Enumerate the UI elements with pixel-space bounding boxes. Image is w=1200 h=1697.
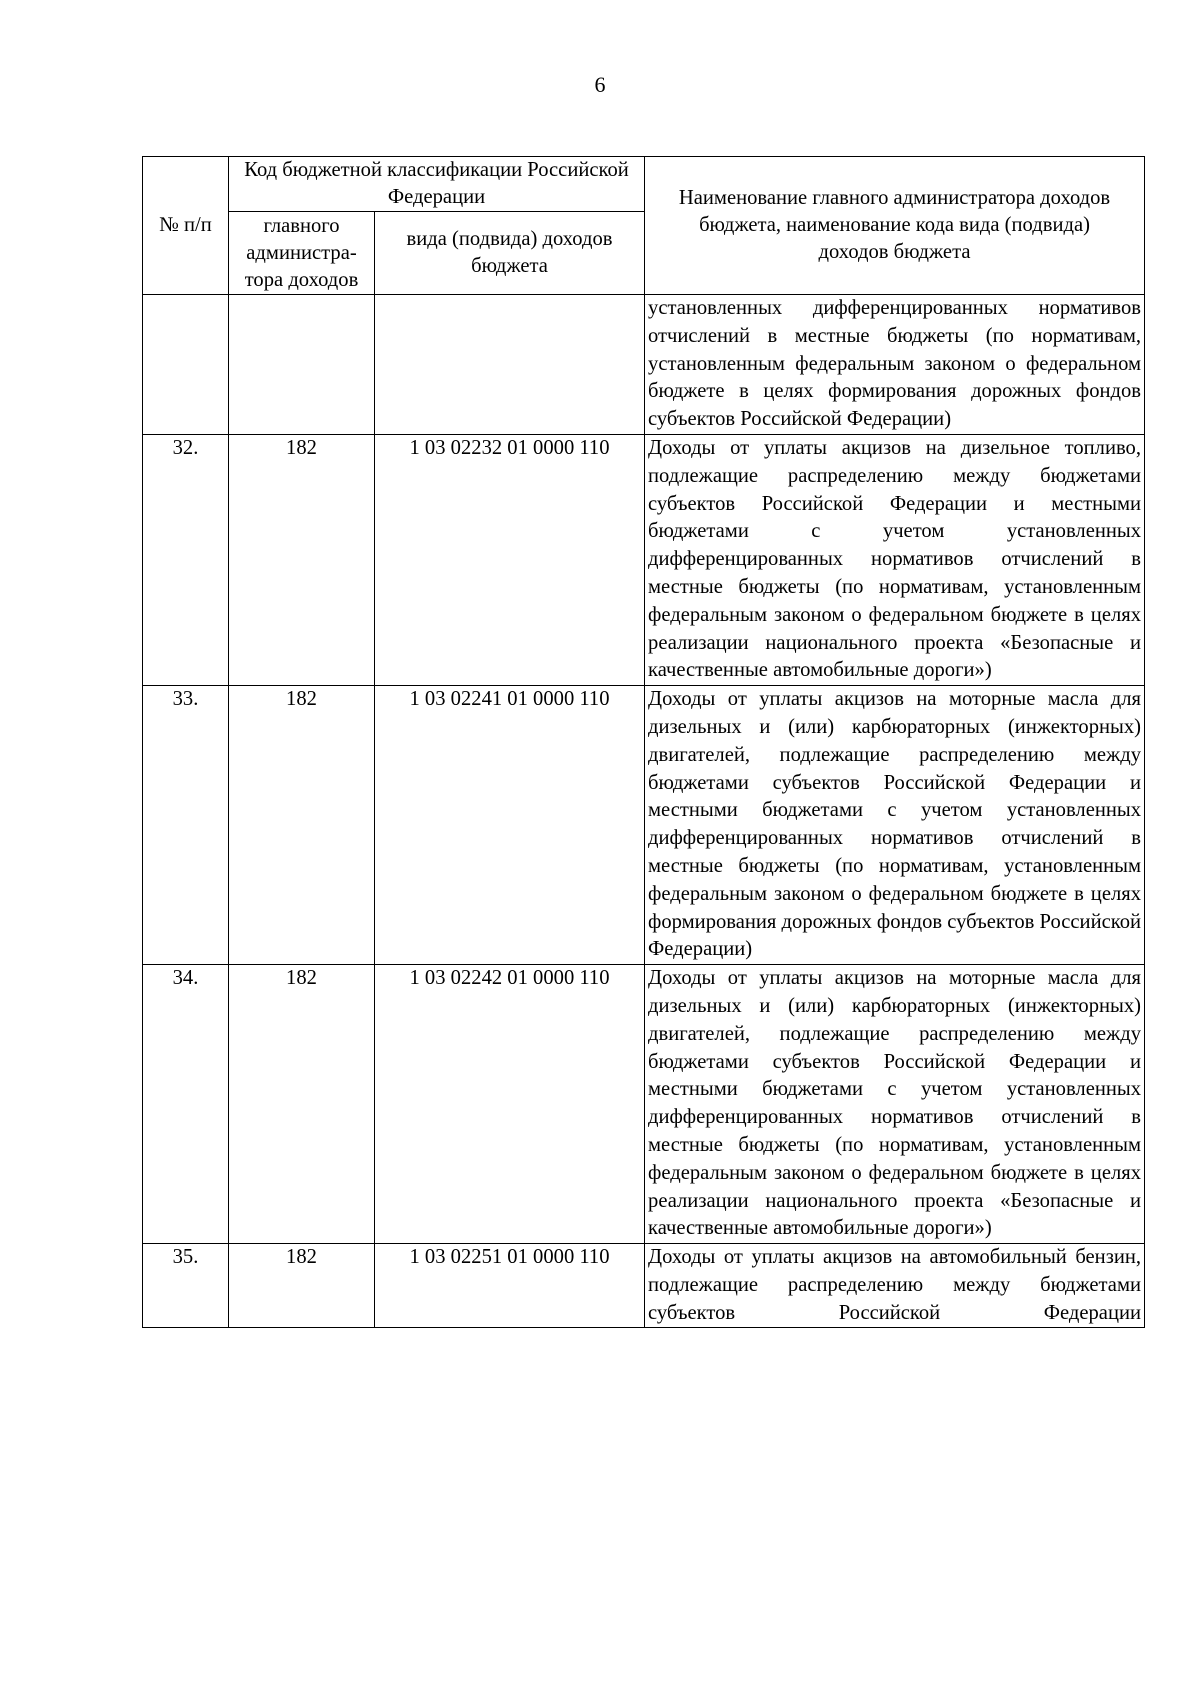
page-number: 6: [594, 72, 606, 97]
table-row: [143, 1244, 1145, 1328]
budget-classification-table: [142, 156, 1145, 1328]
table-row: [143, 686, 1145, 965]
row-income-code: 1 03 02232 01 0000 110: [375, 434, 645, 685]
row-admin-code: 182: [229, 965, 375, 1244]
row-income-name: Доходы от уплаты акцизов на моторные масла для дизельных и (или) карбюраторных (инжекторных) двигателей, подлежащие распределению между бюджетами субъектов Российской Федерации и местными бюджетами с учетом установленных дифференцированных нормативов отчислений в местные бюджеты (по нормативам, установленным федеральным законом о федеральном бюджете в целях реализации национального проекта «Безопасные и качественные автомобильные дороги»): [645, 965, 1145, 1244]
header-number: № п/п: [143, 157, 229, 295]
row-income-name: Доходы от уплаты акцизов на дизельное топливо, подлежащие распределению между бюджетами субъектов Российской Федерации и местными бюджетами с учетом установленных дифференцированных нормативов отчислений в местные бюджеты (по нормативам, установленным федеральным законом о федеральном бюджете в целях реализации национального проекта «Безопасные и качественные автомобильные дороги»): [645, 434, 1145, 685]
row-income-code: 1 03 02241 01 0000 110: [375, 686, 645, 965]
header-kind: вида (подвида) доходов бюджета: [375, 212, 645, 295]
table-row: [143, 965, 1145, 1244]
row-number: 34.: [143, 965, 229, 1244]
row-income-code: 1 03 02251 01 0000 110: [375, 1244, 645, 1328]
header-budget-code-group: Код бюджетной классификации Российской Федерации: [229, 157, 645, 212]
header-name: Наименование главного администратора доходов бюджета, наименование кода вида (подвида) доходов бюджета: [645, 157, 1145, 295]
row-income-name: Доходы от уплаты акцизов на моторные масла для дизельных и (или) карбюраторных (инжекторных) двигателей, подлежащие распределению между бюджетами субъектов Российской Федерации и местными бюджетами с учетом установленных дифференцированных нормативов отчислений в местные бюджеты (по нормативам, установленным федеральным законом о федеральном бюджете в целях формирования дорожных фондов субъектов Российской Федерации): [645, 686, 1145, 965]
row-number: [143, 295, 229, 435]
row-number: 33.: [143, 686, 229, 965]
row-admin-code: 182: [229, 1244, 375, 1328]
header-admin: главного администра-тора доходов: [229, 212, 375, 295]
row-income-name: установленных дифференцированных нормативов отчислений в местные бюджеты (по нормативам, установленным федеральным законом о федеральном бюджете в целях формирования дорожных фондов субъектов Российской Федерации): [645, 295, 1145, 435]
row-income-name: Доходы от уплаты акцизов на автомобильный бензин, подлежащие распределению между бюджетами субъектов Российской Федерации: [645, 1244, 1145, 1328]
table-row: [143, 434, 1145, 685]
row-admin-code: 182: [229, 434, 375, 685]
row-income-code: 1 03 02242 01 0000 110: [375, 965, 645, 1244]
row-number: 35.: [143, 1244, 229, 1328]
row-admin-code: 182: [229, 686, 375, 965]
table-header-row: [143, 157, 1145, 212]
row-income-code: [375, 295, 645, 435]
row-number: 32.: [143, 434, 229, 685]
table-row: [143, 295, 1145, 435]
row-admin-code: [229, 295, 375, 435]
